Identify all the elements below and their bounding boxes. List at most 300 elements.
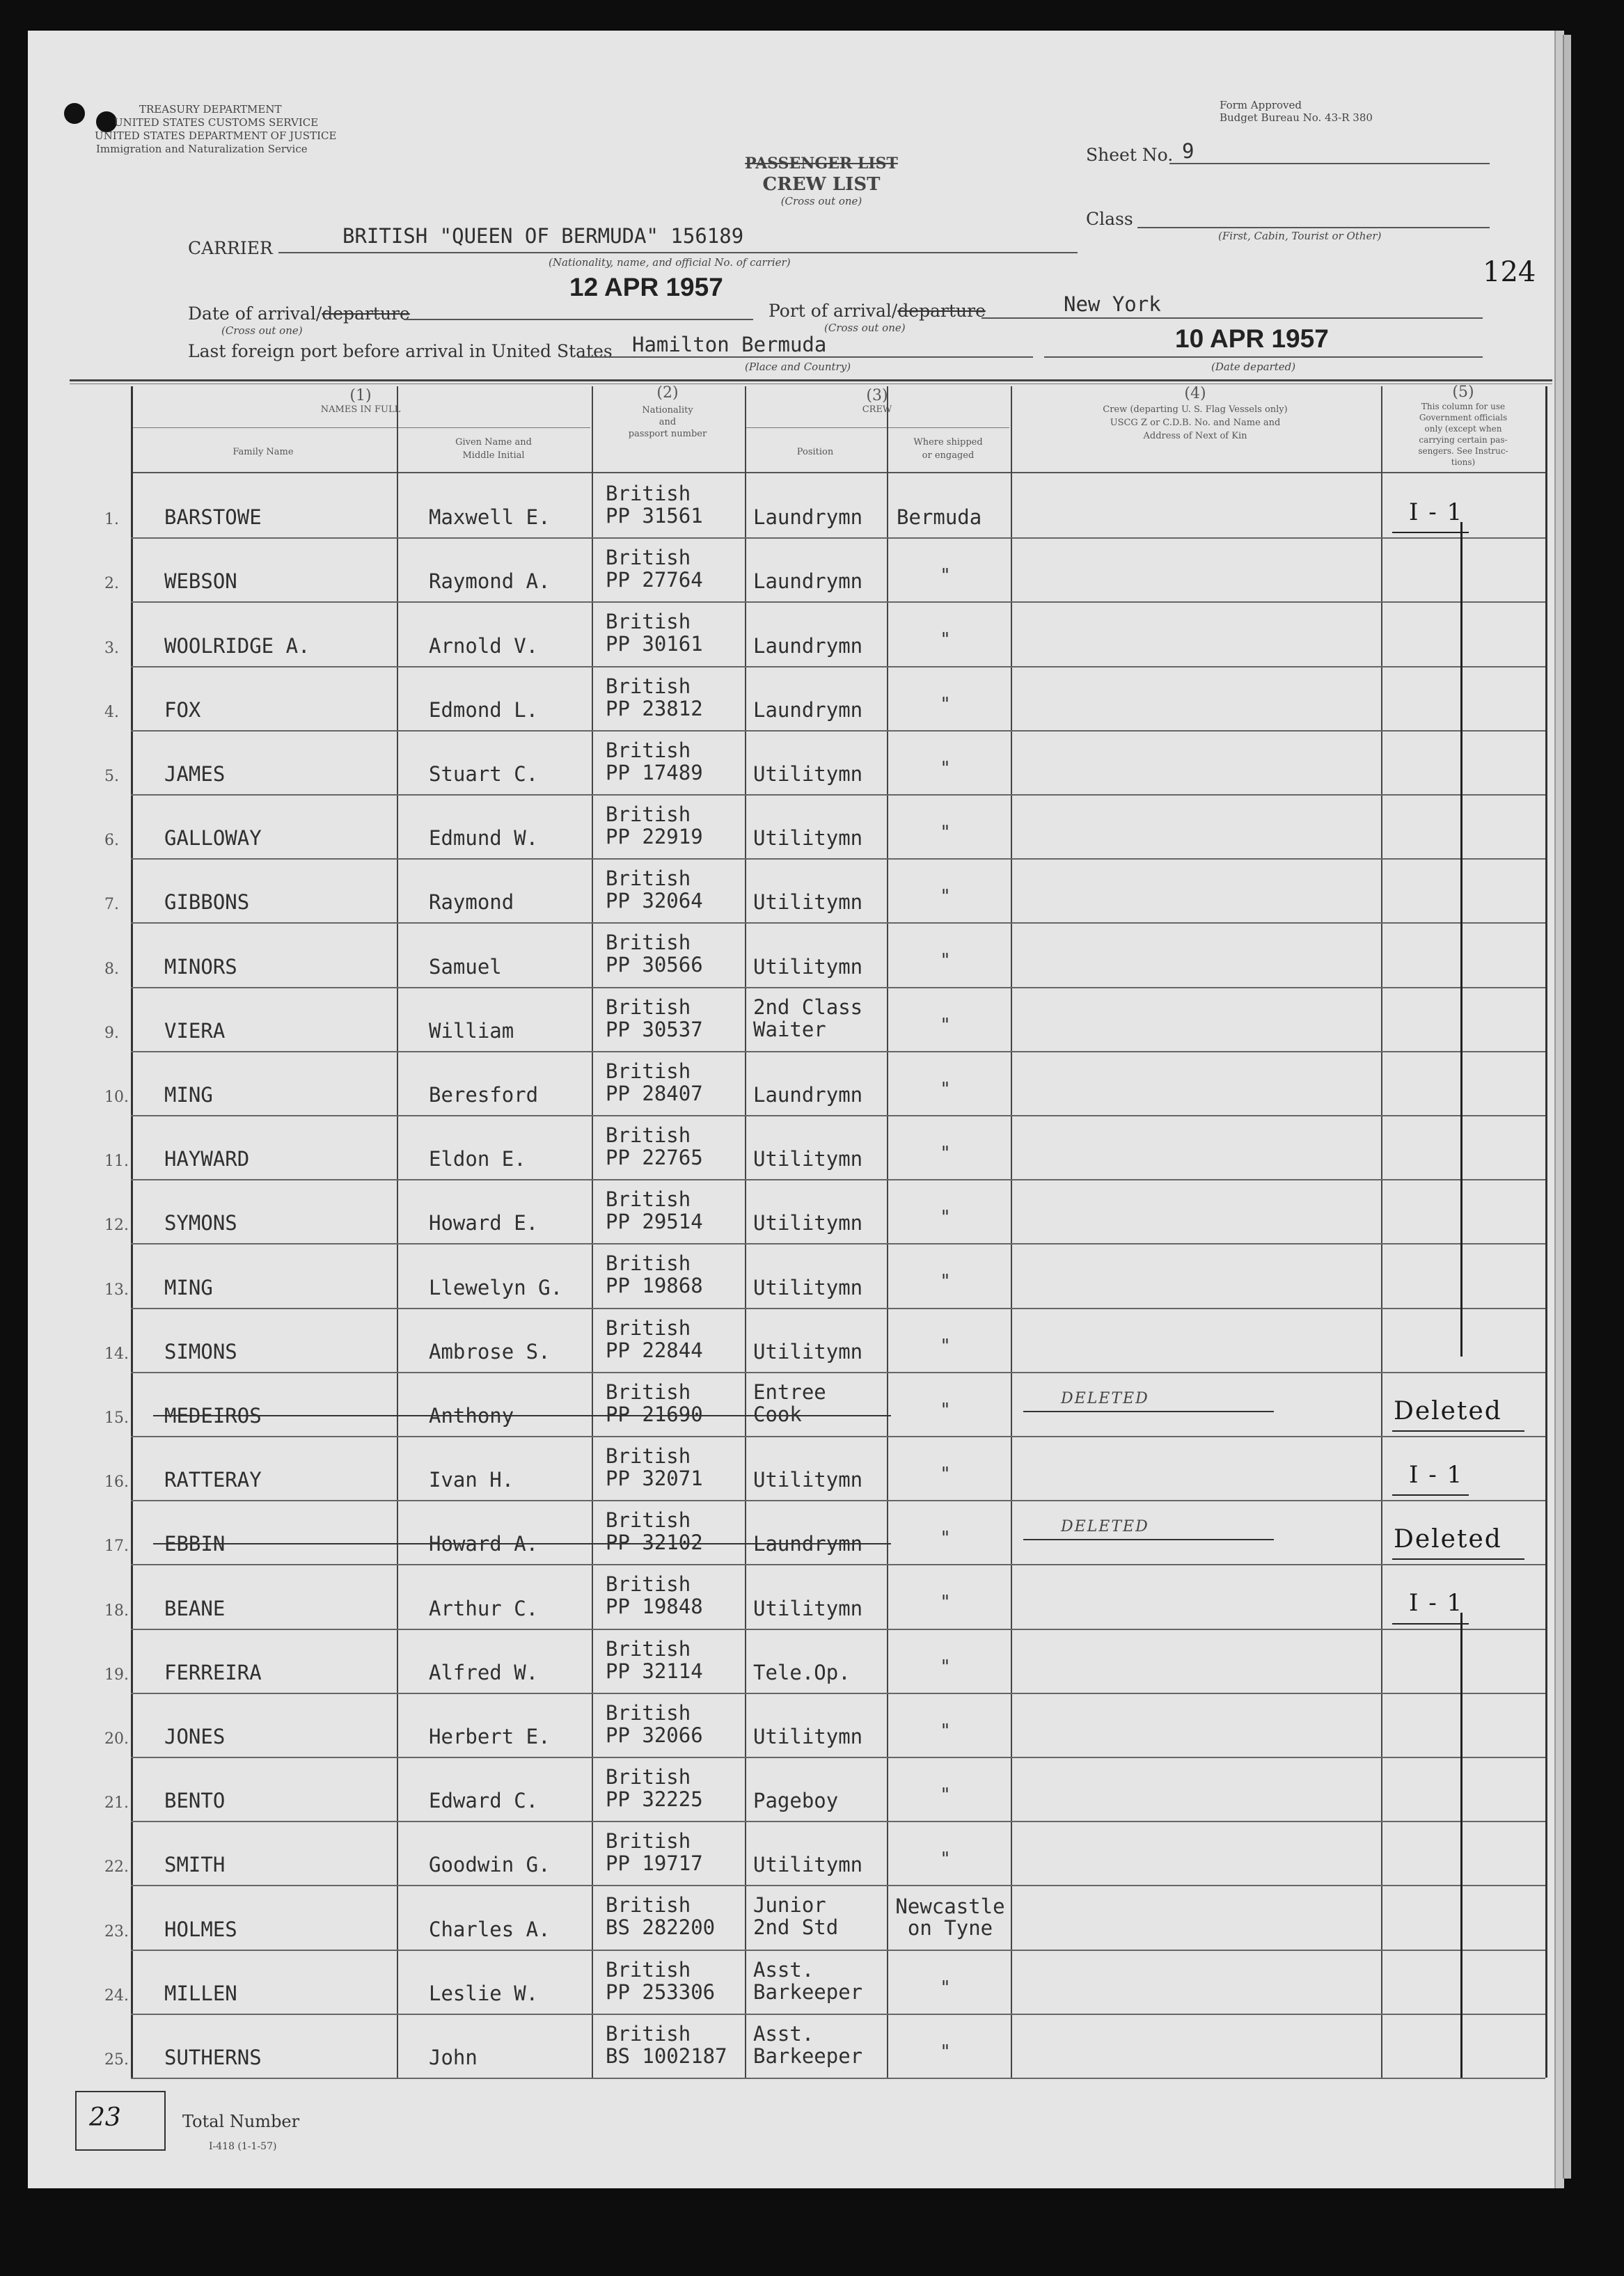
- passport-number: PP 23812: [606, 697, 703, 720]
- where-shipped-ditto: ": [941, 1657, 949, 1677]
- position: Utilitymn: [753, 762, 863, 786]
- official-mark: I - 1: [1409, 1589, 1464, 1617]
- where-shipped-ditto: ": [941, 1721, 949, 1741]
- form-approved-block: [1220, 99, 1373, 124]
- col-2-line: passport number: [628, 429, 707, 439]
- row-rule: [131, 1950, 1545, 1951]
- nationality: British: [606, 674, 691, 698]
- row-rule: [131, 987, 1545, 988]
- col-5-line: carrying certain pas-: [1419, 435, 1508, 445]
- family-name: SIMONS: [164, 1340, 237, 1364]
- page-number: 124: [1483, 256, 1536, 288]
- agency-line: TREASURY DEPARTMENT: [139, 103, 282, 116]
- nationality: British: [606, 1123, 691, 1147]
- date-label-struck: departure: [322, 303, 410, 324]
- sheet-number: 9: [1182, 139, 1195, 163]
- where-shipped-ditto: ": [941, 758, 949, 779]
- col-3-subtitle: CREW: [862, 404, 892, 415]
- last-port-value: Hamilton Bermuda: [632, 333, 827, 356]
- agency-line: Immigration and Naturalization Service: [96, 143, 308, 155]
- nationality: British: [606, 738, 691, 762]
- passport-number: PP 22765: [606, 1146, 703, 1169]
- sheet-line: [1169, 163, 1490, 164]
- col-4-line: USCG Z or C.D.B. No. and Name and: [1110, 418, 1281, 428]
- deleted-underline: [1023, 1411, 1274, 1412]
- where-shipped-heading-line: Where shipped: [913, 437, 983, 448]
- column-rule: [1545, 386, 1547, 2078]
- row-rule: [131, 666, 1545, 667]
- row-rule: [131, 601, 1545, 603]
- col-5-number: (5): [1452, 384, 1474, 401]
- official-mark: I - 1: [1409, 1461, 1464, 1489]
- official-mark: Deleted: [1394, 1397, 1502, 1425]
- col-5-line: Government officials: [1419, 413, 1508, 422]
- position: Asst.: [753, 2022, 814, 2046]
- cross-out-hint: (Cross out one): [780, 195, 862, 207]
- passport-number: PP 22919: [606, 825, 703, 848]
- date-hint: (Cross out one): [221, 324, 303, 337]
- nationality: British: [606, 803, 691, 826]
- class-label: Class: [1086, 209, 1133, 229]
- where-shipped-ditto: ": [941, 1336, 949, 1357]
- departed-hint: (Date departed): [1211, 361, 1296, 373]
- where-shipped-ditto: ": [941, 1849, 949, 1870]
- where-shipped: Newcastle on Tyne: [895, 1895, 1005, 1940]
- nationality: British: [606, 1893, 691, 1917]
- family-name: HAYWARD: [164, 1147, 250, 1171]
- position: Waiter: [753, 1018, 826, 1041]
- row-rule: [131, 1436, 1545, 1437]
- given-name: Edmond L.: [429, 698, 539, 722]
- row-number: 16.: [104, 1473, 129, 1491]
- departed-date-stamp: 10 APR 1957: [1175, 324, 1329, 353]
- family-name: JAMES: [164, 762, 226, 786]
- family-name: FOX: [164, 698, 201, 722]
- position: Laundrymn: [753, 634, 863, 658]
- row-number: 9.: [104, 1025, 119, 1042]
- official-mark-underline: [1392, 1430, 1524, 1432]
- position: Utilitymn: [753, 1468, 863, 1492]
- row-number: 10.: [104, 1089, 129, 1106]
- agency-block: [90, 103, 411, 156]
- form-approved-line: Budget Bureau No. 43-R 380: [1220, 111, 1373, 124]
- column-rule: [887, 386, 888, 2078]
- given-name-heading: [397, 436, 590, 462]
- column-rule: [397, 386, 398, 2078]
- given-name: Beresford: [429, 1083, 539, 1107]
- position-heading: Position: [796, 447, 834, 457]
- where-shipped-ditto: ": [941, 1015, 949, 1036]
- family-name: JONES: [164, 1725, 226, 1748]
- where-shipped-ditto: ": [941, 1464, 949, 1485]
- row-number: 24.: [104, 1987, 129, 2005]
- row-rule: [131, 2014, 1545, 2015]
- row-number: 14.: [104, 1345, 129, 1363]
- where-shipped-ditto: ": [941, 2041, 949, 2062]
- given-name: Ambrose S.: [429, 1340, 551, 1364]
- family-name: BARSTOWE: [164, 505, 262, 529]
- col-5-line: only (except when: [1424, 424, 1502, 434]
- given-name-heading-line: Given Name and: [455, 437, 532, 448]
- row-number: 3.: [104, 640, 119, 657]
- row-number: 13.: [104, 1281, 129, 1299]
- passport-number: PP 27764: [606, 568, 703, 592]
- row-number: 23.: [104, 1923, 129, 1941]
- position: Utilitymn: [753, 1211, 863, 1235]
- col-5-line: sengers. See Instruc-: [1418, 446, 1508, 456]
- row-rule: [131, 730, 1545, 732]
- row-number: 6.: [104, 832, 119, 849]
- position: Laundrymn: [753, 698, 863, 722]
- position: Tele.Op.: [753, 1661, 851, 1684]
- column-rule: [745, 386, 746, 2078]
- family-name: HOLMES: [164, 1918, 237, 1941]
- row-rule: [131, 1308, 1545, 1309]
- where-shipped-ditto: ": [941, 1207, 949, 1228]
- carrier-value: BRITISH "QUEEN OF BERMUDA" 156189: [342, 224, 744, 248]
- row-rule: [131, 794, 1545, 796]
- port-label-text: Port of arrival/: [768, 301, 898, 321]
- position: Utilitymn: [753, 955, 863, 979]
- family-name: SMITH: [164, 1853, 226, 1876]
- given-name: John: [429, 2046, 478, 2069]
- given-name: Ivan H.: [429, 1468, 514, 1492]
- where-shipped-ditto: ": [941, 950, 949, 971]
- nationality: British: [606, 482, 691, 505]
- row-number: 7.: [104, 896, 119, 913]
- family-name: MINORS: [164, 955, 237, 979]
- where-shipped-ditto: ": [941, 1977, 949, 1998]
- passport-number: PP 19717: [606, 1851, 703, 1875]
- position: Laundrymn: [753, 1532, 863, 1556]
- row-rule: [131, 858, 1545, 860]
- position: 2nd Std: [753, 1915, 839, 1939]
- col-3-divider: [745, 427, 1009, 428]
- row-rule: [131, 1693, 1545, 1694]
- position: Utilitymn: [753, 890, 863, 914]
- col-4-heading: [1011, 387, 1380, 443]
- row-rule: [131, 1500, 1545, 1501]
- port-hint: (Cross out one): [824, 322, 906, 334]
- passport-number: PP 19868: [606, 1274, 703, 1297]
- passport-number: PP 30566: [606, 953, 703, 977]
- passport-number: BS 282200: [606, 1915, 716, 1939]
- given-name: William: [429, 1019, 514, 1043]
- passport-number: PP 30161: [606, 632, 703, 656]
- where-shipped-ditto: ": [941, 1271, 949, 1292]
- given-name: Anthony: [429, 1404, 514, 1428]
- position: Utilitymn: [753, 1853, 863, 1876]
- col-5-heading: [1381, 384, 1545, 468]
- family-name: VIERA: [164, 1019, 226, 1043]
- row-rule: [131, 537, 1545, 539]
- agency-line: UNITED STATES CUSTOMS SERVICE: [114, 116, 319, 129]
- given-name: Stuart C.: [429, 762, 539, 786]
- row-rule: [131, 1179, 1545, 1180]
- where-shipped-ditto: ": [941, 565, 949, 586]
- passport-number: PP 253306: [606, 1980, 716, 2004]
- agency-line: UNITED STATES DEPARTMENT OF JUSTICE: [95, 129, 337, 142]
- where-shipped-ditto: ": [941, 822, 949, 843]
- col-5-line: This column for use: [1421, 402, 1506, 411]
- col-4-line: Crew (departing U. S. Flag Vessels only): [1103, 404, 1288, 415]
- where-shipped-ditto: ": [941, 1592, 949, 1613]
- passport-number: PP 30537: [606, 1018, 703, 1041]
- given-name: Howard E.: [429, 1211, 539, 1235]
- given-name: Raymond A.: [429, 569, 551, 593]
- departed-line: [1044, 356, 1483, 358]
- passport-number: PP 32071: [606, 1467, 703, 1490]
- position: Barkeeper: [753, 2044, 863, 2068]
- given-name: Herbert E.: [429, 1725, 551, 1748]
- nationality: British: [606, 867, 691, 890]
- col-1-divider: [131, 427, 590, 428]
- deleted-note: DELETED: [1061, 1518, 1149, 1535]
- family-name: MING: [164, 1276, 213, 1299]
- family-name: WOOLRIDGE A.: [164, 634, 310, 658]
- carrier-hint: (Nationality, name, and official No. of carrier): [549, 256, 791, 269]
- total-count: 23: [89, 2103, 121, 2132]
- passport-number: PP 28407: [606, 1082, 703, 1105]
- deleted-underline: [1023, 1539, 1274, 1540]
- nationality: British: [606, 1444, 691, 1468]
- position: Utilitymn: [753, 826, 863, 850]
- deleted-strike: [153, 1415, 891, 1416]
- col-1-heading: [131, 387, 590, 415]
- given-name: Arnold V.: [429, 634, 539, 658]
- position: Laundrymn: [753, 1083, 863, 1107]
- list-type: CREW LIST: [762, 174, 881, 195]
- row-rule: [131, 1629, 1545, 1630]
- passport-number: PP 17489: [606, 761, 703, 784]
- list-type-struck: PASSENGER LIST: [745, 155, 898, 173]
- given-name: Howard A.: [429, 1532, 539, 1556]
- passport-number: PP 32066: [606, 1723, 703, 1747]
- place-hint: (Place and Country): [745, 361, 851, 373]
- nationality: British: [606, 2022, 691, 2046]
- column-rule: [1011, 386, 1012, 2078]
- given-name: Maxwell E.: [429, 505, 551, 529]
- row-number: 12.: [104, 1217, 129, 1234]
- passport-number: BS 1002187: [606, 2044, 727, 2068]
- given-name: Samuel: [429, 955, 502, 979]
- row-rule: [131, 2078, 1545, 2079]
- col-1-number: (1): [349, 387, 372, 404]
- column-rule: [592, 386, 593, 2078]
- port-value: New York: [1064, 292, 1161, 316]
- position: Entree: [753, 1380, 826, 1404]
- row-number: 21.: [104, 1794, 129, 1812]
- position: Cook: [753, 1402, 802, 1426]
- family-name: GIBBONS: [164, 890, 250, 914]
- column-rule: [1381, 386, 1382, 2078]
- nationality: British: [606, 1508, 691, 1532]
- position: Utilitymn: [753, 1276, 863, 1299]
- row-number: 15.: [104, 1409, 129, 1427]
- row-rule: [131, 922, 1545, 924]
- official-mark-underline: [1392, 532, 1469, 533]
- col-4-line: Address of Next of Kin: [1143, 431, 1247, 441]
- row-rule: [131, 1372, 1545, 1373]
- where-shipped-ditto: ": [941, 629, 949, 650]
- col-5-line: tions): [1451, 457, 1476, 467]
- deleted-strike: [153, 1543, 891, 1544]
- given-name: Leslie W.: [429, 1982, 539, 2005]
- punch-hole: [64, 103, 85, 124]
- where-shipped-ditto: ": [941, 1400, 949, 1421]
- position: Pageboy: [753, 1789, 839, 1812]
- nationality: British: [606, 1829, 691, 1853]
- passport-number: PP 32114: [606, 1659, 703, 1683]
- col-3-number: (3): [866, 387, 888, 404]
- row-number: 18.: [104, 1602, 129, 1620]
- where-shipped-ditto: ": [941, 1143, 949, 1164]
- family-name: BENTO: [164, 1789, 226, 1812]
- row-number: 4.: [104, 704, 119, 721]
- row-rule: [131, 1243, 1545, 1244]
- row-rule: [131, 1821, 1545, 1822]
- class-hint: (First, Cabin, Tourist or Other): [1218, 230, 1382, 242]
- table-top-rule: [70, 379, 1552, 381]
- given-name: Llewelyn G.: [429, 1276, 563, 1299]
- list-type-block: [717, 155, 926, 207]
- position: Barkeeper: [753, 1980, 863, 2004]
- nationality: British: [606, 1059, 691, 1083]
- nationality: British: [606, 1187, 691, 1211]
- family-name-heading: Family Name: [232, 447, 294, 457]
- last-port-line: [578, 356, 1033, 358]
- family-name: BEANE: [164, 1597, 226, 1620]
- official-bracket: [1460, 522, 1463, 1357]
- form-id: I-418 (1-1-57): [209, 2141, 277, 2152]
- row-number: 20.: [104, 1730, 129, 1748]
- row-number: 5.: [104, 768, 119, 785]
- official-mark-underline: [1392, 1494, 1469, 1496]
- family-name: MILLEN: [164, 1982, 237, 2005]
- total-number-label: Total Number: [182, 2112, 300, 2131]
- official-mark: I - 1: [1409, 498, 1464, 526]
- nationality: British: [606, 995, 691, 1019]
- row-number: 19.: [104, 1666, 129, 1684]
- row-number: 22.: [104, 1858, 129, 1876]
- nationality: British: [606, 1380, 691, 1404]
- nationality: British: [606, 931, 691, 954]
- row-number: 11.: [104, 1153, 129, 1170]
- where-shipped-ditto: ": [941, 886, 949, 907]
- passport-number: PP 21690: [606, 1402, 703, 1426]
- row-rule: [131, 1115, 1545, 1116]
- port-label: [768, 301, 986, 321]
- position: Junior: [753, 1893, 826, 1917]
- deleted-note: DELETED: [1061, 1390, 1149, 1407]
- col-1-subtitle: NAMES IN FULL: [320, 404, 401, 415]
- row-number: 17.: [104, 1538, 129, 1555]
- passport-number: PP 31561: [606, 504, 703, 528]
- official-mark-underline: [1392, 1558, 1524, 1560]
- nationality: British: [606, 1701, 691, 1725]
- where-shipped-ditto: ": [941, 1528, 949, 1549]
- port-line: [982, 317, 1483, 319]
- nationality: British: [606, 546, 691, 569]
- carrier-line: [278, 252, 1078, 253]
- passport-number: PP 22844: [606, 1338, 703, 1362]
- position: Utilitymn: [753, 1725, 863, 1748]
- carrier-label: CARRIER: [188, 238, 273, 258]
- position: Laundrymn: [753, 505, 863, 529]
- where-shipped-heading: [887, 436, 1009, 462]
- row-number: 25.: [104, 2051, 129, 2069]
- row-rule: [131, 1885, 1545, 1886]
- where-shipped-heading-line: or engaged: [922, 450, 975, 461]
- where-shipped-ditto: ": [941, 1079, 949, 1100]
- family-name: SUTHERNS: [164, 2046, 262, 2069]
- nationality: British: [606, 1572, 691, 1596]
- family-name: MING: [164, 1083, 213, 1107]
- date-label-text: Date of arrival/: [188, 303, 322, 324]
- form-approved-line: Form Approved: [1220, 99, 1302, 111]
- row-number: 8.: [104, 961, 119, 978]
- family-name: SYMONS: [164, 1211, 237, 1235]
- given-name: Charles A.: [429, 1918, 551, 1941]
- col-3-heading: [745, 387, 1009, 415]
- given-name: Raymond: [429, 890, 514, 914]
- family-name: MEDEIROS: [164, 1404, 262, 1428]
- row-number: 1.: [104, 511, 119, 528]
- official-mark: Deleted: [1394, 1525, 1502, 1554]
- position: Utilitymn: [753, 1597, 863, 1620]
- nationality: British: [606, 610, 691, 633]
- given-name: Alfred W.: [429, 1661, 539, 1684]
- col-4-number: (4): [1184, 385, 1206, 402]
- date-line: [404, 319, 753, 320]
- row-rule: [131, 1757, 1545, 1758]
- column-rule: [131, 386, 133, 2078]
- where-shipped-ditto: ": [941, 694, 949, 715]
- given-name: Eldon E.: [429, 1147, 526, 1171]
- passport-number: PP 29514: [606, 1210, 703, 1233]
- passport-number: PP 32225: [606, 1787, 703, 1811]
- given-name: Goodwin G.: [429, 1853, 551, 1876]
- position: 2nd Class: [753, 995, 863, 1019]
- row-rule: [131, 1564, 1545, 1565]
- given-name: Arthur C.: [429, 1597, 539, 1620]
- position: Laundrymn: [753, 569, 863, 593]
- passport-number: PP 32064: [606, 889, 703, 912]
- col-2-number: (2): [656, 384, 679, 402]
- sheet-label: Sheet No.: [1086, 145, 1174, 165]
- col-2-line: Nationality: [642, 405, 693, 416]
- position: Utilitymn: [753, 1147, 863, 1171]
- family-name: GALLOWAY: [164, 826, 262, 850]
- given-name: Edward C.: [429, 1789, 539, 1812]
- given-name: Edmund W.: [429, 826, 539, 850]
- position: Asst.: [753, 1958, 814, 1982]
- family-name: EBBIN: [164, 1532, 226, 1556]
- position: Utilitymn: [753, 1340, 863, 1364]
- row-rule: [131, 1051, 1545, 1052]
- family-name: WEBSON: [164, 569, 237, 593]
- given-name-heading-line: Middle Initial: [462, 450, 525, 461]
- date-label: [188, 303, 410, 324]
- last-port-label: Last foreign port before arrival in United States: [188, 341, 613, 361]
- arrival-date-stamp: 12 APR 1957: [569, 273, 723, 301]
- family-name: FERREIRA: [164, 1661, 262, 1684]
- row-number: 2.: [104, 575, 119, 592]
- official-mark-underline: [1392, 1623, 1469, 1625]
- page-stack-edge: [1563, 35, 1571, 2179]
- nationality: British: [606, 1251, 691, 1275]
- nationality: British: [606, 1765, 691, 1789]
